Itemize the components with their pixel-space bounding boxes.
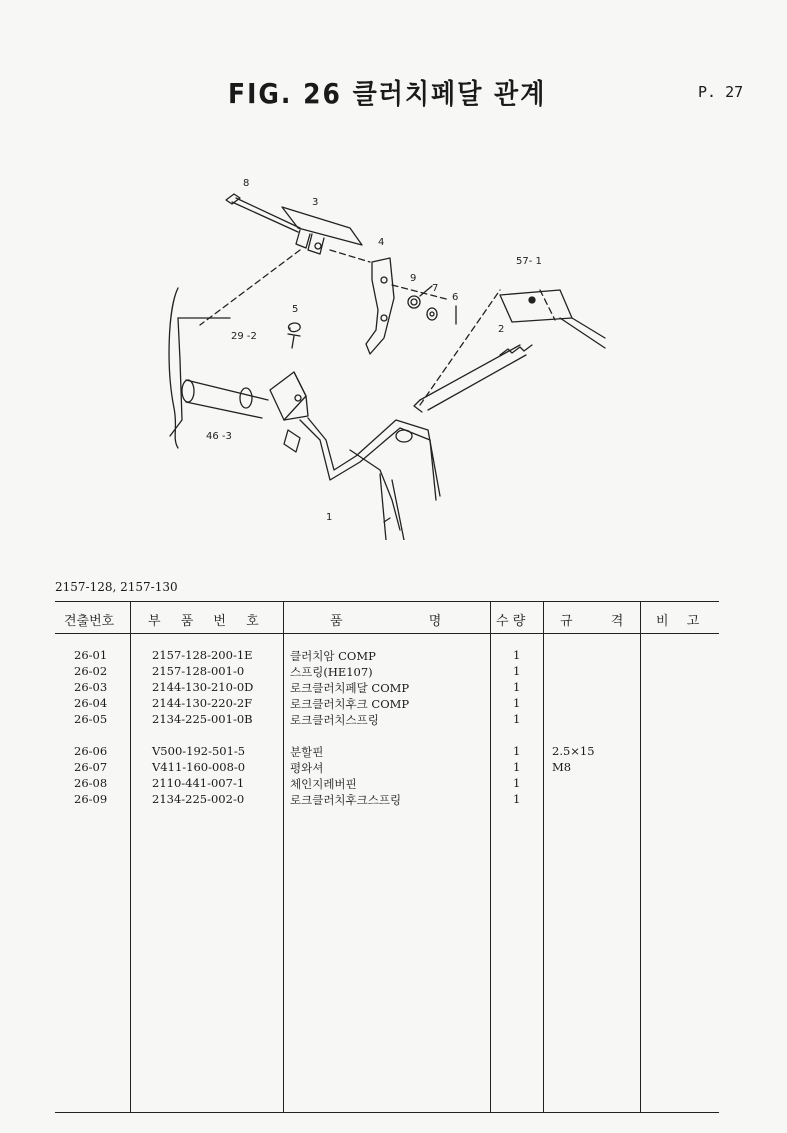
row-part-no: V500-192-501-5 bbox=[152, 744, 246, 758]
spring-part-5 bbox=[288, 323, 300, 348]
row-name: 로크클러치후크 COMP bbox=[290, 697, 410, 711]
row-qty: 1 bbox=[513, 744, 521, 758]
row-qty: 1 bbox=[513, 648, 521, 662]
row-part-no: 2157-128-200-1E bbox=[152, 648, 253, 662]
header-name: 품 명 bbox=[330, 614, 442, 629]
row-part-no: V411-160-008-0 bbox=[152, 760, 246, 774]
page-number: P. 27 bbox=[698, 83, 744, 101]
callout-3: 3 bbox=[312, 197, 319, 208]
row-qty: 1 bbox=[513, 776, 521, 790]
row-qty: 1 bbox=[513, 680, 521, 694]
plate-part-57-1 bbox=[500, 290, 605, 348]
header-part-no: 부 품 번 호 bbox=[148, 614, 259, 629]
row-name: 로크클러치스프링 bbox=[290, 713, 379, 727]
row-no: 26-08 bbox=[74, 776, 108, 790]
table-row bbox=[0, 664, 787, 680]
row-qty: 1 bbox=[513, 696, 521, 710]
row-no: 26-07 bbox=[74, 760, 108, 774]
washer-part-7 bbox=[427, 308, 437, 320]
header-qty: 수 량 bbox=[496, 614, 526, 629]
callout-4: 4 bbox=[378, 237, 385, 248]
table-row bbox=[0, 696, 787, 712]
callout-57-1: 57- 1 bbox=[516, 256, 542, 267]
header-note: 비 고 bbox=[656, 614, 700, 629]
row-name: 분할핀 bbox=[290, 745, 324, 759]
row-name: 스프링(HE107) bbox=[290, 665, 373, 679]
bolt-part-8 bbox=[226, 194, 300, 232]
row-no: 26-01 bbox=[74, 648, 108, 662]
callout-46-3: 46 -3 bbox=[206, 431, 232, 442]
callout-1: 1 bbox=[326, 512, 333, 523]
exploded-parts-diagram bbox=[150, 170, 620, 540]
callout-6: 6 bbox=[452, 292, 459, 303]
spring-part-9 bbox=[408, 286, 432, 308]
header-no: 견출번호 bbox=[64, 614, 115, 629]
row-part-no: 2134-225-001-0B bbox=[152, 712, 253, 726]
row-part-no: 2144-130-220-2F bbox=[152, 696, 253, 710]
table-row bbox=[0, 776, 787, 792]
header-spec: 규 격 bbox=[560, 614, 624, 629]
row-no: 26-09 bbox=[74, 792, 108, 806]
row-spec: M8 bbox=[552, 760, 572, 774]
table-row bbox=[0, 712, 787, 728]
row-qty: 1 bbox=[513, 760, 521, 774]
row-name: 로크클러치후크스프링 bbox=[290, 793, 402, 807]
table-bottom-rule bbox=[55, 1112, 719, 1113]
table-row bbox=[0, 744, 787, 760]
row-name: 체인지레버핀 bbox=[290, 777, 357, 791]
row-no: 26-04 bbox=[74, 696, 108, 710]
row-part-no: 2134-225-002-0 bbox=[152, 792, 245, 806]
table-top-rule bbox=[55, 601, 719, 602]
row-part-no: 2144-130-210-0D bbox=[152, 680, 254, 694]
spring-rod-part-2 bbox=[414, 345, 532, 412]
row-spec: 2.5×15 bbox=[552, 744, 595, 758]
row-qty: 1 bbox=[513, 792, 521, 806]
callout-7: 7 bbox=[432, 283, 439, 294]
callout-29-2: 29 -2 bbox=[231, 331, 257, 342]
callout-5: 5 bbox=[292, 304, 299, 315]
row-no: 26-06 bbox=[74, 744, 108, 758]
row-no: 26-05 bbox=[74, 712, 108, 726]
row-no: 26-03 bbox=[74, 680, 108, 694]
row-part-no: 2157-128-001-0 bbox=[152, 664, 245, 678]
table-row bbox=[0, 648, 787, 664]
table-header-rule bbox=[55, 633, 719, 634]
clutch-arm-part-1 bbox=[270, 372, 440, 540]
table-row bbox=[0, 680, 787, 696]
row-qty: 1 bbox=[513, 664, 521, 678]
row-qty: 1 bbox=[513, 712, 521, 726]
row-no: 26-02 bbox=[74, 664, 108, 678]
table-row bbox=[0, 760, 787, 776]
frame-parts bbox=[169, 288, 268, 448]
row-name: 평와셔 bbox=[290, 761, 324, 775]
hook-part-4 bbox=[366, 258, 394, 354]
applicable-models: 2157-128, 2157-130 bbox=[55, 580, 178, 594]
callout-9: 9 bbox=[410, 273, 417, 284]
table-row bbox=[0, 792, 787, 808]
callout-8: 8 bbox=[243, 178, 250, 189]
callout-2: 2 bbox=[498, 324, 505, 335]
row-name: 로크클러치페달 COMP bbox=[290, 681, 410, 695]
row-part-no: 2110-441-007-1 bbox=[152, 776, 245, 790]
page-title: FIG. 26 클러치페달 관계 bbox=[228, 77, 547, 110]
row-name: 클러치암 COMP bbox=[290, 649, 376, 663]
